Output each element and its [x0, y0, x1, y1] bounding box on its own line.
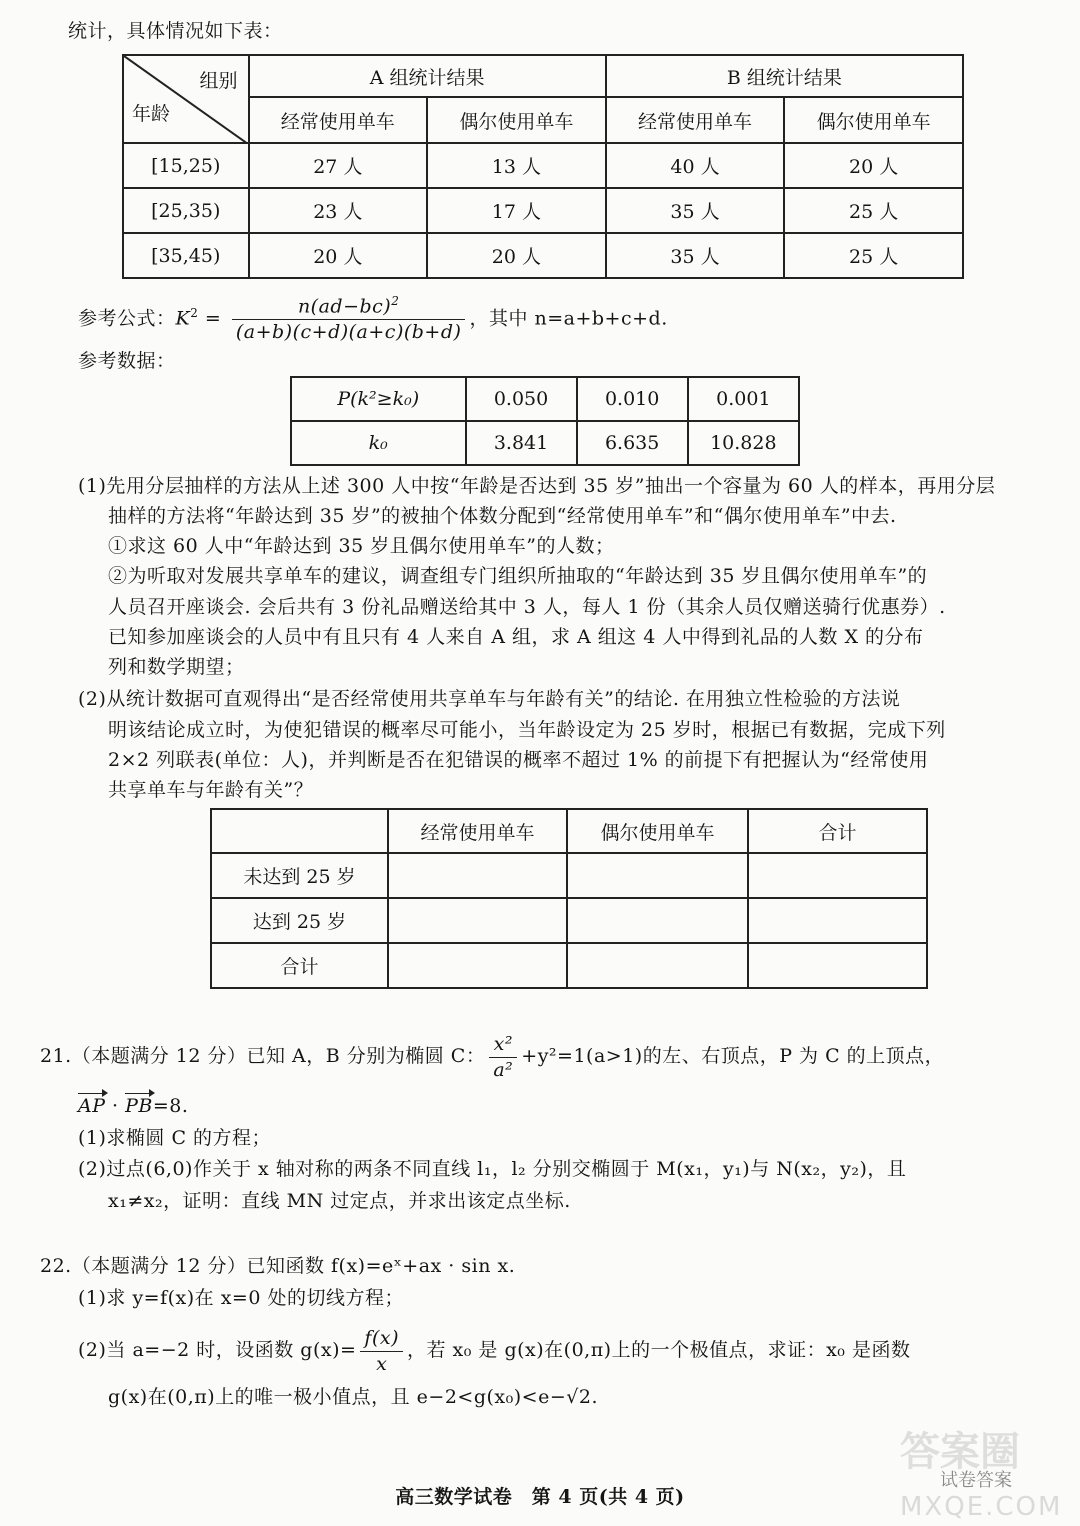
table-cell: 23 人	[249, 188, 428, 233]
reference-formula: 参考公式：$K^2$ = $\frac{n(ad-bc)^2}{(a+b)(c+d)(a+c)(b+d)}$ ，其中 n=a+b+c+d.	[78, 294, 668, 344]
formula-denominator: (a+b)(c+d)(a+c)(b+d)	[235, 321, 462, 344]
q20-part1-line: (1)先用分层抽样的方法从上述 300 人中按“年龄是否达到 35 岁”抽出一个容量为 60 人的样本，再用分层	[78, 475, 996, 497]
empty-cell[interactable]	[567, 853, 748, 898]
q22-line2: (1)求 y=f(x)在 x=0 处的切线方程；	[78, 1287, 404, 1309]
sub-header: 经常使用单车	[249, 97, 428, 143]
table-cell: 13 人	[427, 143, 606, 188]
table-cell: 40 人	[606, 143, 785, 188]
table-cell: 20 人	[784, 143, 963, 188]
row-label-cell: 未达到 25 岁	[211, 853, 388, 898]
q21-tail: +y²=1(a>1)的左、右顶点，P 为 C 的上顶点，	[521, 1045, 945, 1068]
watermark-logo	[900, 1420, 1070, 1520]
formula-lhs: K	[175, 307, 191, 330]
age-cell: [35,45)	[123, 233, 249, 278]
vector-ap: AP	[78, 1095, 106, 1117]
q20-part2-line: (2)从统计数据可直观得出“是否经常使用共享单车与年龄有关”的结论. 在用独立性检验的方法说	[78, 688, 901, 710]
q22-line1: 22.（本题满分 12 分）已知函数 f(x)=eˣ+ax · sin x.	[40, 1255, 516, 1277]
watermark-text: 试卷答案	[940, 1470, 1012, 1491]
q21-line1	[40, 1032, 944, 1082]
empty-cell[interactable]	[748, 898, 927, 943]
p-value-cell: 0.050	[466, 377, 577, 421]
sub-header: 经常使用单车	[606, 97, 785, 143]
formula-label: 参考公式：	[78, 307, 176, 330]
reference-data-label: 参考数据：	[78, 350, 176, 372]
q21-line3: (1)求椭圆 C 的方程；	[78, 1127, 272, 1149]
formula-numerator: $n(ad-bc)^2$	[232, 294, 466, 320]
critical-value-table	[290, 376, 800, 466]
table-cell: 20 人	[249, 233, 428, 278]
intro-text: 统计，具体情况如下表：	[68, 20, 283, 42]
header-cell: 偶尔使用单车	[567, 809, 748, 853]
row-label-cell: 达到 25 岁	[211, 898, 388, 943]
age-cell: [15,25)	[123, 143, 249, 188]
q20-part2-line: 2×2 列联表(单位：人)，并判断是否在犯错误的概率不超过 1% 的前提下有把握认为“经常使用	[108, 749, 929, 771]
q20-part1-line: ②为听取对发展共享单车的建议，调查组专门组织所抽取的“年龄达到 35 岁且偶尔使用单车”的	[108, 565, 928, 587]
q21-frac-num: x²	[489, 1032, 517, 1058]
q22-fraction	[360, 1326, 403, 1376]
q20-part1-line: 已知参加座谈会的人员中有且只有 4 人来自 A 组，求 A 组这 4 人中得到礼品的人数 X 的分布	[108, 626, 924, 648]
q20-part1-line: 人员召开座谈会. 会后共有 3 份礼品赠送给其中 3 人，每人 1 份（其余人员仅赠送骑行优惠券）.	[108, 596, 946, 618]
table-cell: 35 人	[606, 233, 785, 278]
q21-frac-den: a²	[493, 1058, 514, 1081]
header-cell: 合计	[748, 809, 927, 853]
q22-frac-den: x	[376, 1352, 388, 1375]
k-label-cell: k₀	[291, 421, 466, 465]
header-cell	[211, 809, 388, 853]
watermark-url: MXQE.COM	[900, 1492, 1063, 1522]
q21-line4: (2)过点(6,0)作关于 x 轴对称的两条不同直线 l₁，l₂ 分别交椭圆于 M(x₁，y₁)与 N(x₂，y₂)，且	[78, 1158, 907, 1180]
q21-head: 21.（本题满分 12 分）已知 A，B 分别为椭圆 C：	[40, 1045, 486, 1068]
q21-fraction	[489, 1032, 517, 1082]
q20-part1-line: 列和数学期望；	[108, 656, 245, 678]
q22-line3	[78, 1326, 910, 1376]
row-label-cell: 合计	[211, 943, 388, 988]
table-cell: 17 人	[427, 188, 606, 233]
group-b-header: B 组统计结果	[606, 55, 963, 97]
vector-pb: PB	[125, 1095, 153, 1117]
q21-vec-tail: =8.	[152, 1095, 189, 1117]
contingency-table	[210, 808, 928, 989]
corner-bottom-label: 年龄	[132, 103, 171, 125]
k-value-cell: 3.841	[466, 421, 577, 465]
formula-tail: ，其中 n=a+b+c+d.	[469, 307, 668, 330]
table-cell: 25 人	[784, 188, 963, 233]
header-cell: 经常使用单车	[388, 809, 567, 853]
table-cell: 25 人	[784, 233, 963, 278]
k-value-cell: 6.635	[577, 421, 688, 465]
q20-part2-line: 明该结论成立时，为使犯错误的概率尽可能小，当年龄设定为 25 岁时，根据已有数据，完成下列	[108, 719, 946, 741]
corner-cell	[123, 55, 249, 143]
corner-top-label: 组别	[199, 70, 238, 92]
sub-header: 偶尔使用单车	[427, 97, 606, 143]
q20-part1-line: ①求这 60 人中“年龄达到 35 岁且偶尔使用单车”的人数；	[108, 535, 615, 557]
empty-cell[interactable]	[748, 943, 927, 988]
group-a-header: A 组统计结果	[249, 55, 606, 97]
empty-cell[interactable]	[388, 898, 567, 943]
age-cell: [25,35)	[123, 188, 249, 233]
p-value-cell: 0.001	[688, 377, 799, 421]
k-value-cell: 10.828	[688, 421, 799, 465]
sub-header: 偶尔使用单车	[784, 97, 963, 143]
empty-cell[interactable]	[388, 853, 567, 898]
q22-line3-tail: ，若 x₀ 是 g(x)在(0,π)上的一个极值点，求证：x₀ 是函数	[407, 1339, 911, 1362]
q20-part1-line: 抽样的方法将“年龄达到 35 岁”的被抽个体数分配到“经常使用单车”和“偶尔使用单车”中去.	[108, 505, 897, 527]
page-footer: 高三数学试卷 第 4 页(共 4 页)	[395, 1486, 685, 1508]
q21-line5: x₁≠x₂，证明：直线 MN 过定点，并求出该定点坐标.	[108, 1190, 571, 1212]
q22-line4: g(x)在(0,π)上的唯一极小值点，且 e−2<g(x₀)<e−√2.	[108, 1386, 598, 1408]
q21-line2: AP · PB=8.	[78, 1095, 189, 1117]
q20-part2-line: 共享单车与年龄有关”？	[108, 779, 314, 801]
empty-cell[interactable]	[388, 943, 567, 988]
empty-cell[interactable]	[567, 943, 748, 988]
watermark-mark: 答案圈	[900, 1429, 1020, 1475]
table-cell: 35 人	[606, 188, 785, 233]
p-value-cell: 0.010	[577, 377, 688, 421]
formula-fraction	[232, 294, 466, 345]
table-cell: 27 人	[249, 143, 428, 188]
q22-line3-head: (2)当 a=−2 时，设函数 g(x)=	[78, 1339, 357, 1362]
table-cell: 20 人	[427, 233, 606, 278]
q22-frac-num: f(x)	[360, 1326, 403, 1352]
empty-cell[interactable]	[567, 898, 748, 943]
statistics-table	[122, 54, 964, 279]
empty-cell[interactable]	[748, 853, 927, 898]
p-label-cell: P(k²≥k₀)	[291, 377, 466, 421]
